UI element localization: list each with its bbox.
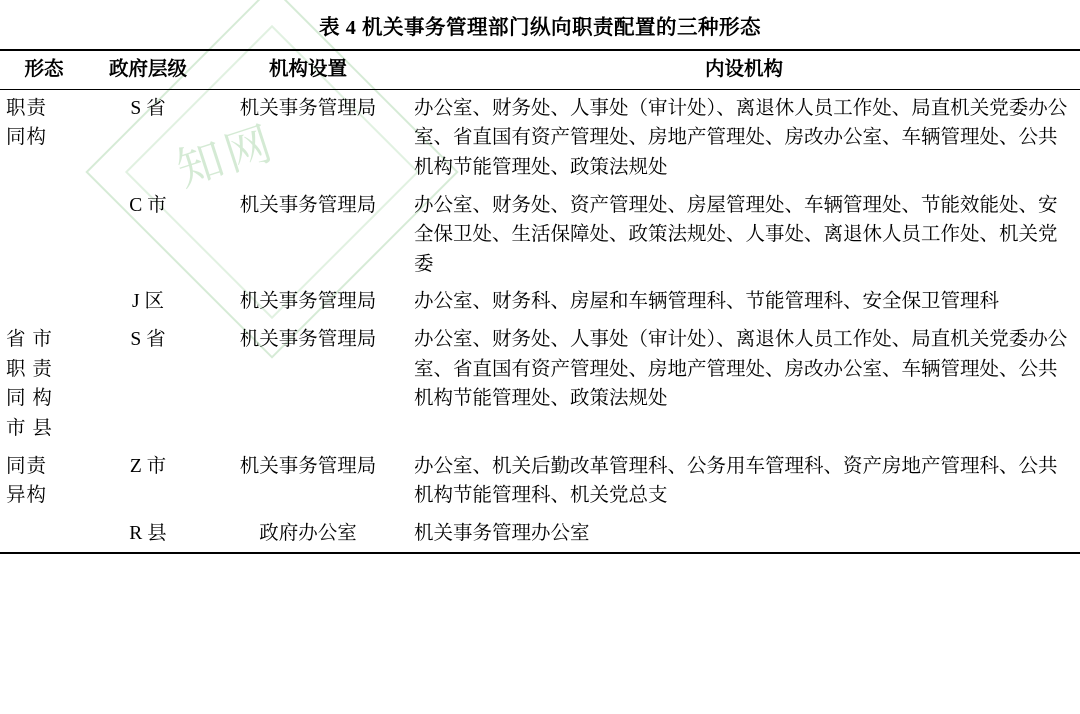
form-label-line: 职 责 <box>6 358 53 380</box>
table-header-row <box>0 50 1080 89</box>
form-label-line: 同责 <box>6 455 48 477</box>
column-header-inner: 内设机构 <box>704 59 783 80</box>
level-cell: S 省 <box>130 329 166 350</box>
org-cell: 机关事务管理局 <box>239 194 377 216</box>
form-label-line: 职责 <box>6 97 48 119</box>
form-label-group-3 <box>6 452 82 511</box>
inner-org-cell: 办公室、财务科、房屋和车辆管理科、节能管理科、安全保卫管理科 <box>414 291 1000 313</box>
table-row <box>0 448 1080 515</box>
org-cell: 机关事务管理局 <box>239 329 377 350</box>
level-cell: Z 市 <box>129 455 167 477</box>
table-row <box>0 321 1080 448</box>
form-label-group-1 <box>6 94 82 153</box>
org-cell: 机关事务管理局 <box>239 97 377 119</box>
watermark-text: 知网 <box>170 116 282 197</box>
form-label-group-2 <box>6 325 82 444</box>
form-cell <box>0 89 88 321</box>
inner-org-cell: 办公室、机关后勤改革管理科、公务用车管理科、资产房地产管理科、公共机构节能管理科、机关党总支 <box>414 455 1058 507</box>
inner-org-cell: 机关事务管理办公室 <box>414 522 590 544</box>
form-label-line: 异构 <box>6 485 48 507</box>
level-cell: S 省 <box>130 97 166 119</box>
column-header-level: 政府层级 <box>108 59 187 80</box>
form-label-line: 省 市 <box>6 329 53 350</box>
inner-org-cell: 办公室、财务处、人事处（审计处）、离退休人员工作处、局直机关党委办公室、省直国有资产管理处、房地产管理处、房改办公室、车辆管理处、公共机构节能管理处、政策法规处 <box>414 329 1068 410</box>
table-body <box>0 89 1080 553</box>
table-row <box>0 187 1080 284</box>
org-cell: 政府办公室 <box>259 522 357 544</box>
table-row <box>0 89 1080 186</box>
column-header-org: 机构设置 <box>268 59 347 80</box>
table-header <box>0 50 1080 89</box>
table-caption: 表 4 机关事务管理部门纵向职责配置的三种形态 <box>319 17 761 39</box>
org-cell: 机关事务管理局 <box>239 291 377 313</box>
column-header-form: 形态 <box>24 59 64 80</box>
form-cell <box>0 321 88 448</box>
inner-org-cell: 办公室、财务处、人事处（审计处）、离退休人员工作处、局直机关党委办公室、省直国有资产管理处、房地产管理处、房改办公室、车辆管理处、公共机构节能管理处、政策法规处 <box>414 97 1068 178</box>
level-cell: R 县 <box>129 522 167 544</box>
data-table <box>0 49 1080 554</box>
form-cell <box>0 448 88 554</box>
level-cell: C 市 <box>129 194 167 216</box>
level-cell: J 区 <box>132 291 164 313</box>
form-label-line: 市 县 <box>6 417 53 439</box>
form-label-line: 同构 <box>6 127 48 149</box>
form-label-line: 同 构 <box>6 388 53 410</box>
org-cell: 机关事务管理局 <box>239 455 377 477</box>
inner-org-cell: 办公室、财务处、资产管理处、房屋管理处、车辆管理处、节能效能处、安全保卫处、生活保障处、政策法规处、人事处、离退休人员工作处、机关党委 <box>414 194 1058 275</box>
table-row <box>0 515 1080 554</box>
table-row <box>0 283 1080 321</box>
